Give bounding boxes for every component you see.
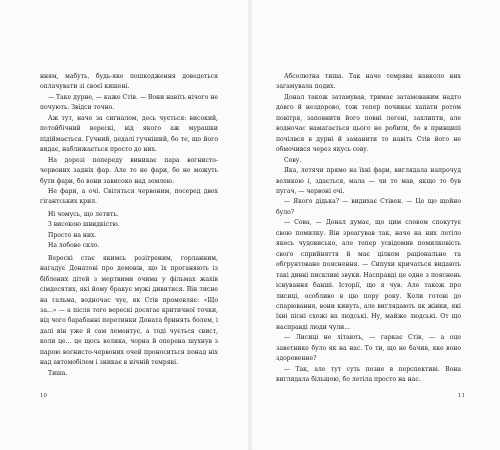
paragraph: Ні чомусь, що летить. bbox=[48, 210, 119, 218]
paragraph: Яка, летячи прямо на їхні фари, виглядала напрочуд великою і, здається, мала — чи то мав, якщо то був пугач, — червоні очі. bbox=[276, 167, 461, 195]
left-page-text bbox=[40, 72, 218, 379]
paragraph: Не фари, а очі. Світяться червоним, посеред двох гігантських крил. bbox=[40, 187, 218, 206]
paragraph: На лобове скло. bbox=[48, 242, 100, 250]
paragraph: Тиша. bbox=[48, 369, 68, 377]
right-page bbox=[250, 0, 500, 450]
right-page-number: 11 bbox=[458, 393, 465, 399]
paragraph: — Так, але тут суть позне в перспективі. Вона виглядала більшою, бо летіла просто на нас. bbox=[276, 365, 461, 384]
paragraph: Просто на них. bbox=[48, 231, 97, 239]
paragraph: Донал також затамував, тримає затамованим надто довго й нездорово, тож тепер починає хапати ротом повітря, заповнити його повні легені, захлипти, але водночас намагається цього не робити, бо в принципі почілвся в дурні й заманити то навіть Стів його не обмочився через якусь сову. bbox=[276, 93, 461, 154]
paragraph: З високою швидкістю. bbox=[48, 221, 120, 229]
paragraph: Аж тут, наче за сигналом, десь чується: високий, потойбічний верескі, від якого аж мурашки підіймається. Гучний, дедалі гучніший, бо те, що його видає, наближається просто до них. bbox=[40, 114, 218, 154]
paragraph: нням, мабуть, будь-яке пошкодження доведеться оплачувати зі своєї кишені. bbox=[40, 73, 218, 91]
paragraph: — Якого дідька? — видихає Стівен. — Це що щойно було? bbox=[276, 198, 461, 216]
paragraph: На дорозі попереду виникає пара вогнисто-червоних задніх фар. Але то не фари, бо не можуть бути фари, бо вони зависоко над землею. bbox=[40, 156, 218, 185]
paragraph: — Таке дурне, — каже Стів. — Вони навіть нічого не почують. Звідси точно. bbox=[40, 93, 218, 112]
paragraph: — Сова, — Донал думає, що цим словом спокутує свою помилку. Він зреагував так, наче на них летіло якесь чудовисько, але тепер усвідомив помилковість свого сприйняття й має цілком раціональне та обгрунтоване пояснення. — Сипухи кричаться видають такі дивні пискливі звуки. Насправді це одне з пояснень існування банші. Історії, що я чув. Але також про лисиці, особливо в цю пору року. Коли готові до спарювання, вони кинуть, але виглядають як жінки, які їхні пісні схожі на людські. Ну, майже людські. От що насправді люди чули... bbox=[276, 219, 461, 331]
left-page-number: 10 bbox=[40, 393, 47, 399]
paragraph: Сову. bbox=[284, 156, 302, 164]
paragraph: Абсолютна тиша. Так наче темрява навколо них загамувала подих. bbox=[276, 73, 461, 91]
paragraph: — Лисиці не літають, — гаркає Стів, — а оце заветнике було як на нас. То ти, що не бачив, яке воно здоровенне? bbox=[276, 334, 461, 363]
paragraph: Верескі стає якимсь розітреним, горланним, нагадує Донатові про демонів, що їх проганяють із біблених дітей з мертвими очима у фільмах жахів сімдесятих, які йому бракує мужі дивитися. Він тисне на гальма, водночас чує, як Стів промовляє: «Що за...» — а після того верескі досягає критичної точки, від чого барабанні перетинки Доната бринять болем, і далі він уже й сам лементує, а тоді чується свист, коли це... це щось велика, чорна й оперена шухнув з парою вогнисто-червоних очей проноситься понад ніх над автомобілем і зникає в нічній темряві. bbox=[40, 254, 218, 367]
right-page-text bbox=[276, 72, 461, 386]
